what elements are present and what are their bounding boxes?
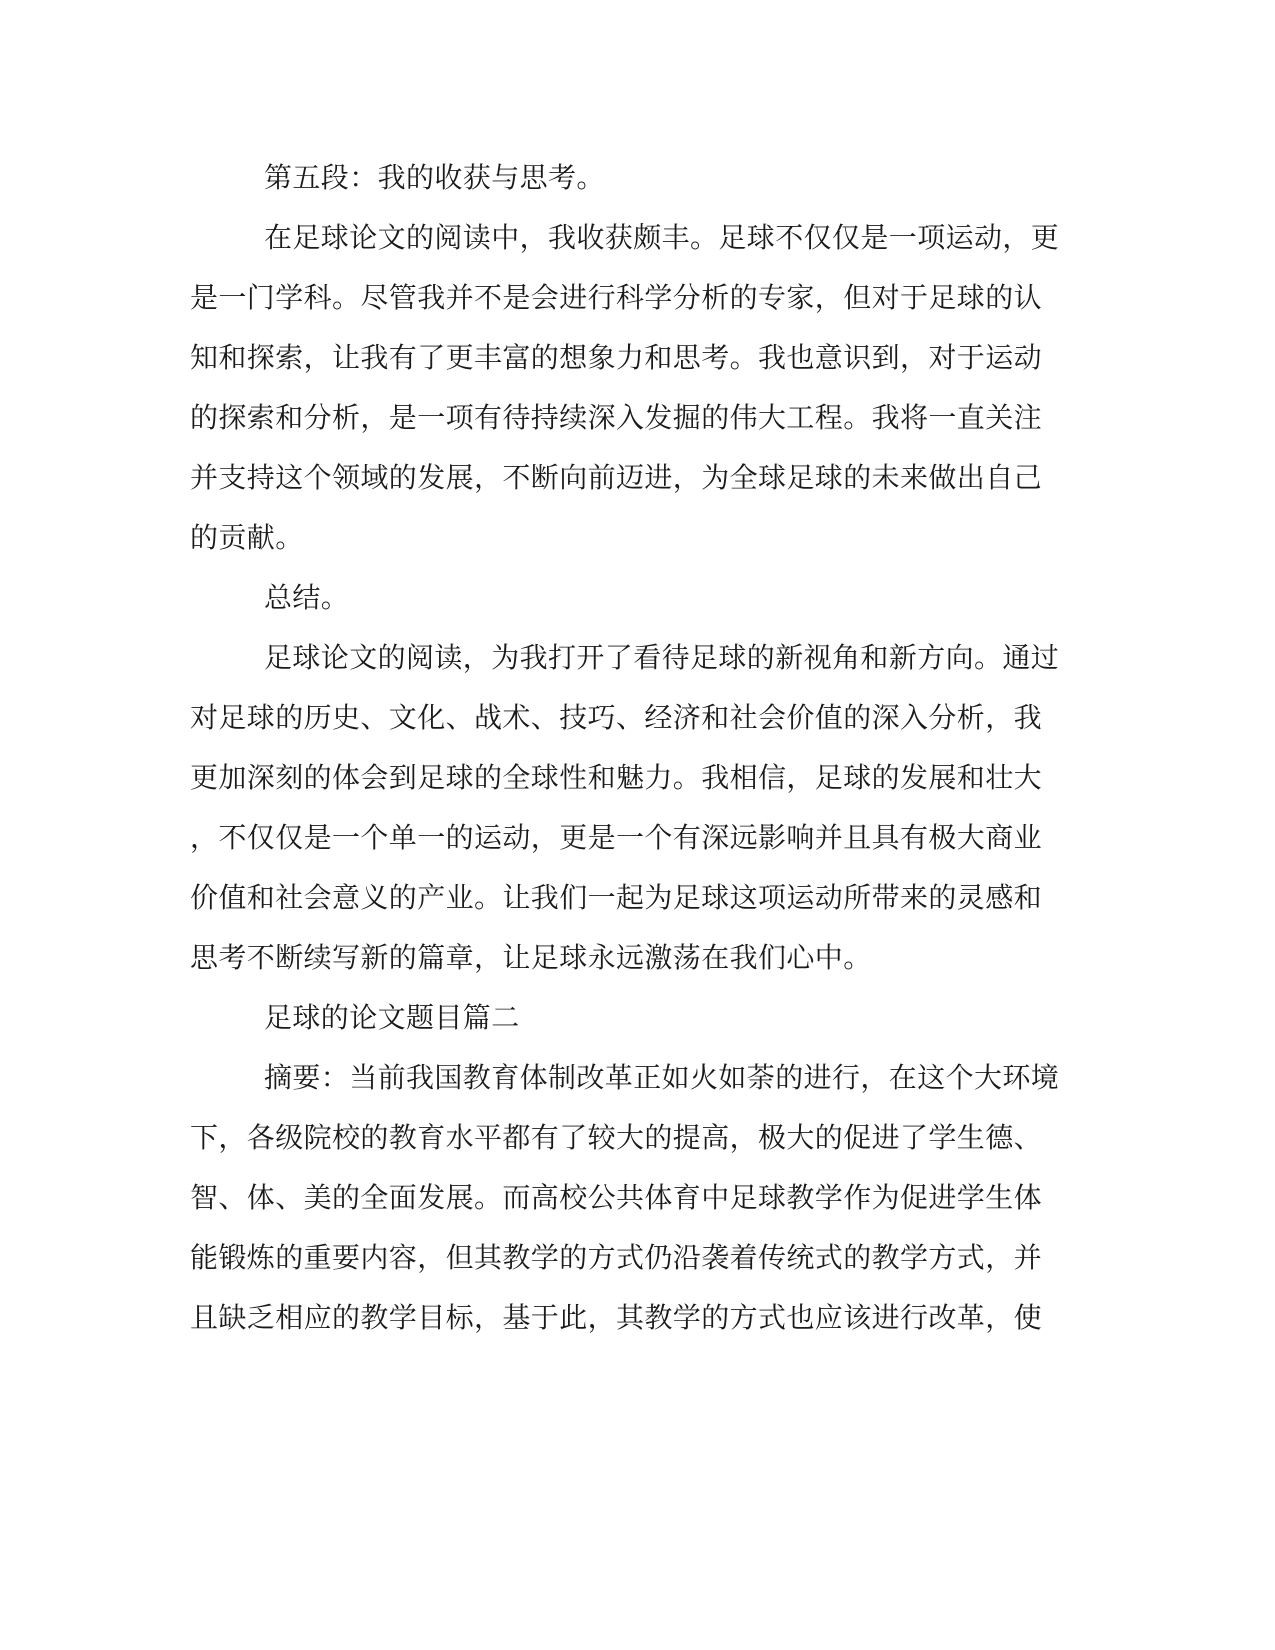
article-title: 足球的论文题目篇二	[264, 1001, 520, 1034]
paragraph-line: 思考不断续写新的篇章，让足球永远激荡在我们心中。	[190, 941, 872, 974]
section-heading-5: 第五段：我的收获与思考。	[264, 161, 605, 194]
paragraph-line: 并支持这个领域的发展，不断向前迈进，为全球足球的未来做出自己	[190, 461, 1043, 494]
abstract-line: 智、体、美的全面发展。而高校公共体育中足球教学作为促进学生体	[190, 1181, 1043, 1214]
paragraph-line: 对足球的历史、文化、战术、技巧、经济和社会价值的深入分析，我	[190, 701, 1043, 734]
paragraph-line: 更加深刻的体会到足球的全球性和魅力。我相信，足球的发展和壮大	[190, 761, 1043, 794]
summary-heading: 总结。	[264, 581, 350, 614]
paragraph-line: 是一门学科。尽管我并不是会进行科学分析的专家，但对于足球的认	[190, 281, 1043, 314]
paragraph-line: 的贡献。	[190, 521, 304, 554]
paragraph-line: ，不仅仅是一个单一的运动，更是一个有深远影响并且具有极大商业	[190, 821, 1043, 854]
paragraph-line: 足球论文的阅读，为我打开了看待足球的新视角和新方向。通过	[264, 641, 1060, 674]
abstract-line: 下，各级院校的教育水平都有了较大的提高，极大的促进了学生德、	[190, 1121, 1043, 1154]
abstract-line: 能锻炼的重要内容，但其教学的方式仍沿袭着传统式的教学方式，并	[190, 1241, 1043, 1274]
paragraph-line: 价值和社会意义的产业。让我们一起为足球这项运动所带来的灵感和	[190, 881, 1043, 914]
abstract-line: 摘要：当前我国教育体制改革正如火如荼的进行，在这个大环境	[264, 1061, 1060, 1094]
paragraph-line: 的探索和分析，是一项有待持续深入发掘的伟大工程。我将一直关注	[190, 401, 1043, 434]
abstract-line: 且缺乏相应的教学目标，基于此，其教学的方式也应该进行改革，使	[190, 1301, 1043, 1334]
paragraph-line: 知和探索，让我有了更丰富的想象力和思考。我也意识到，对于运动	[190, 341, 1043, 374]
paragraph-line: 在足球论文的阅读中，我收获颇丰。足球不仅仅是一项运动，更	[264, 221, 1060, 254]
